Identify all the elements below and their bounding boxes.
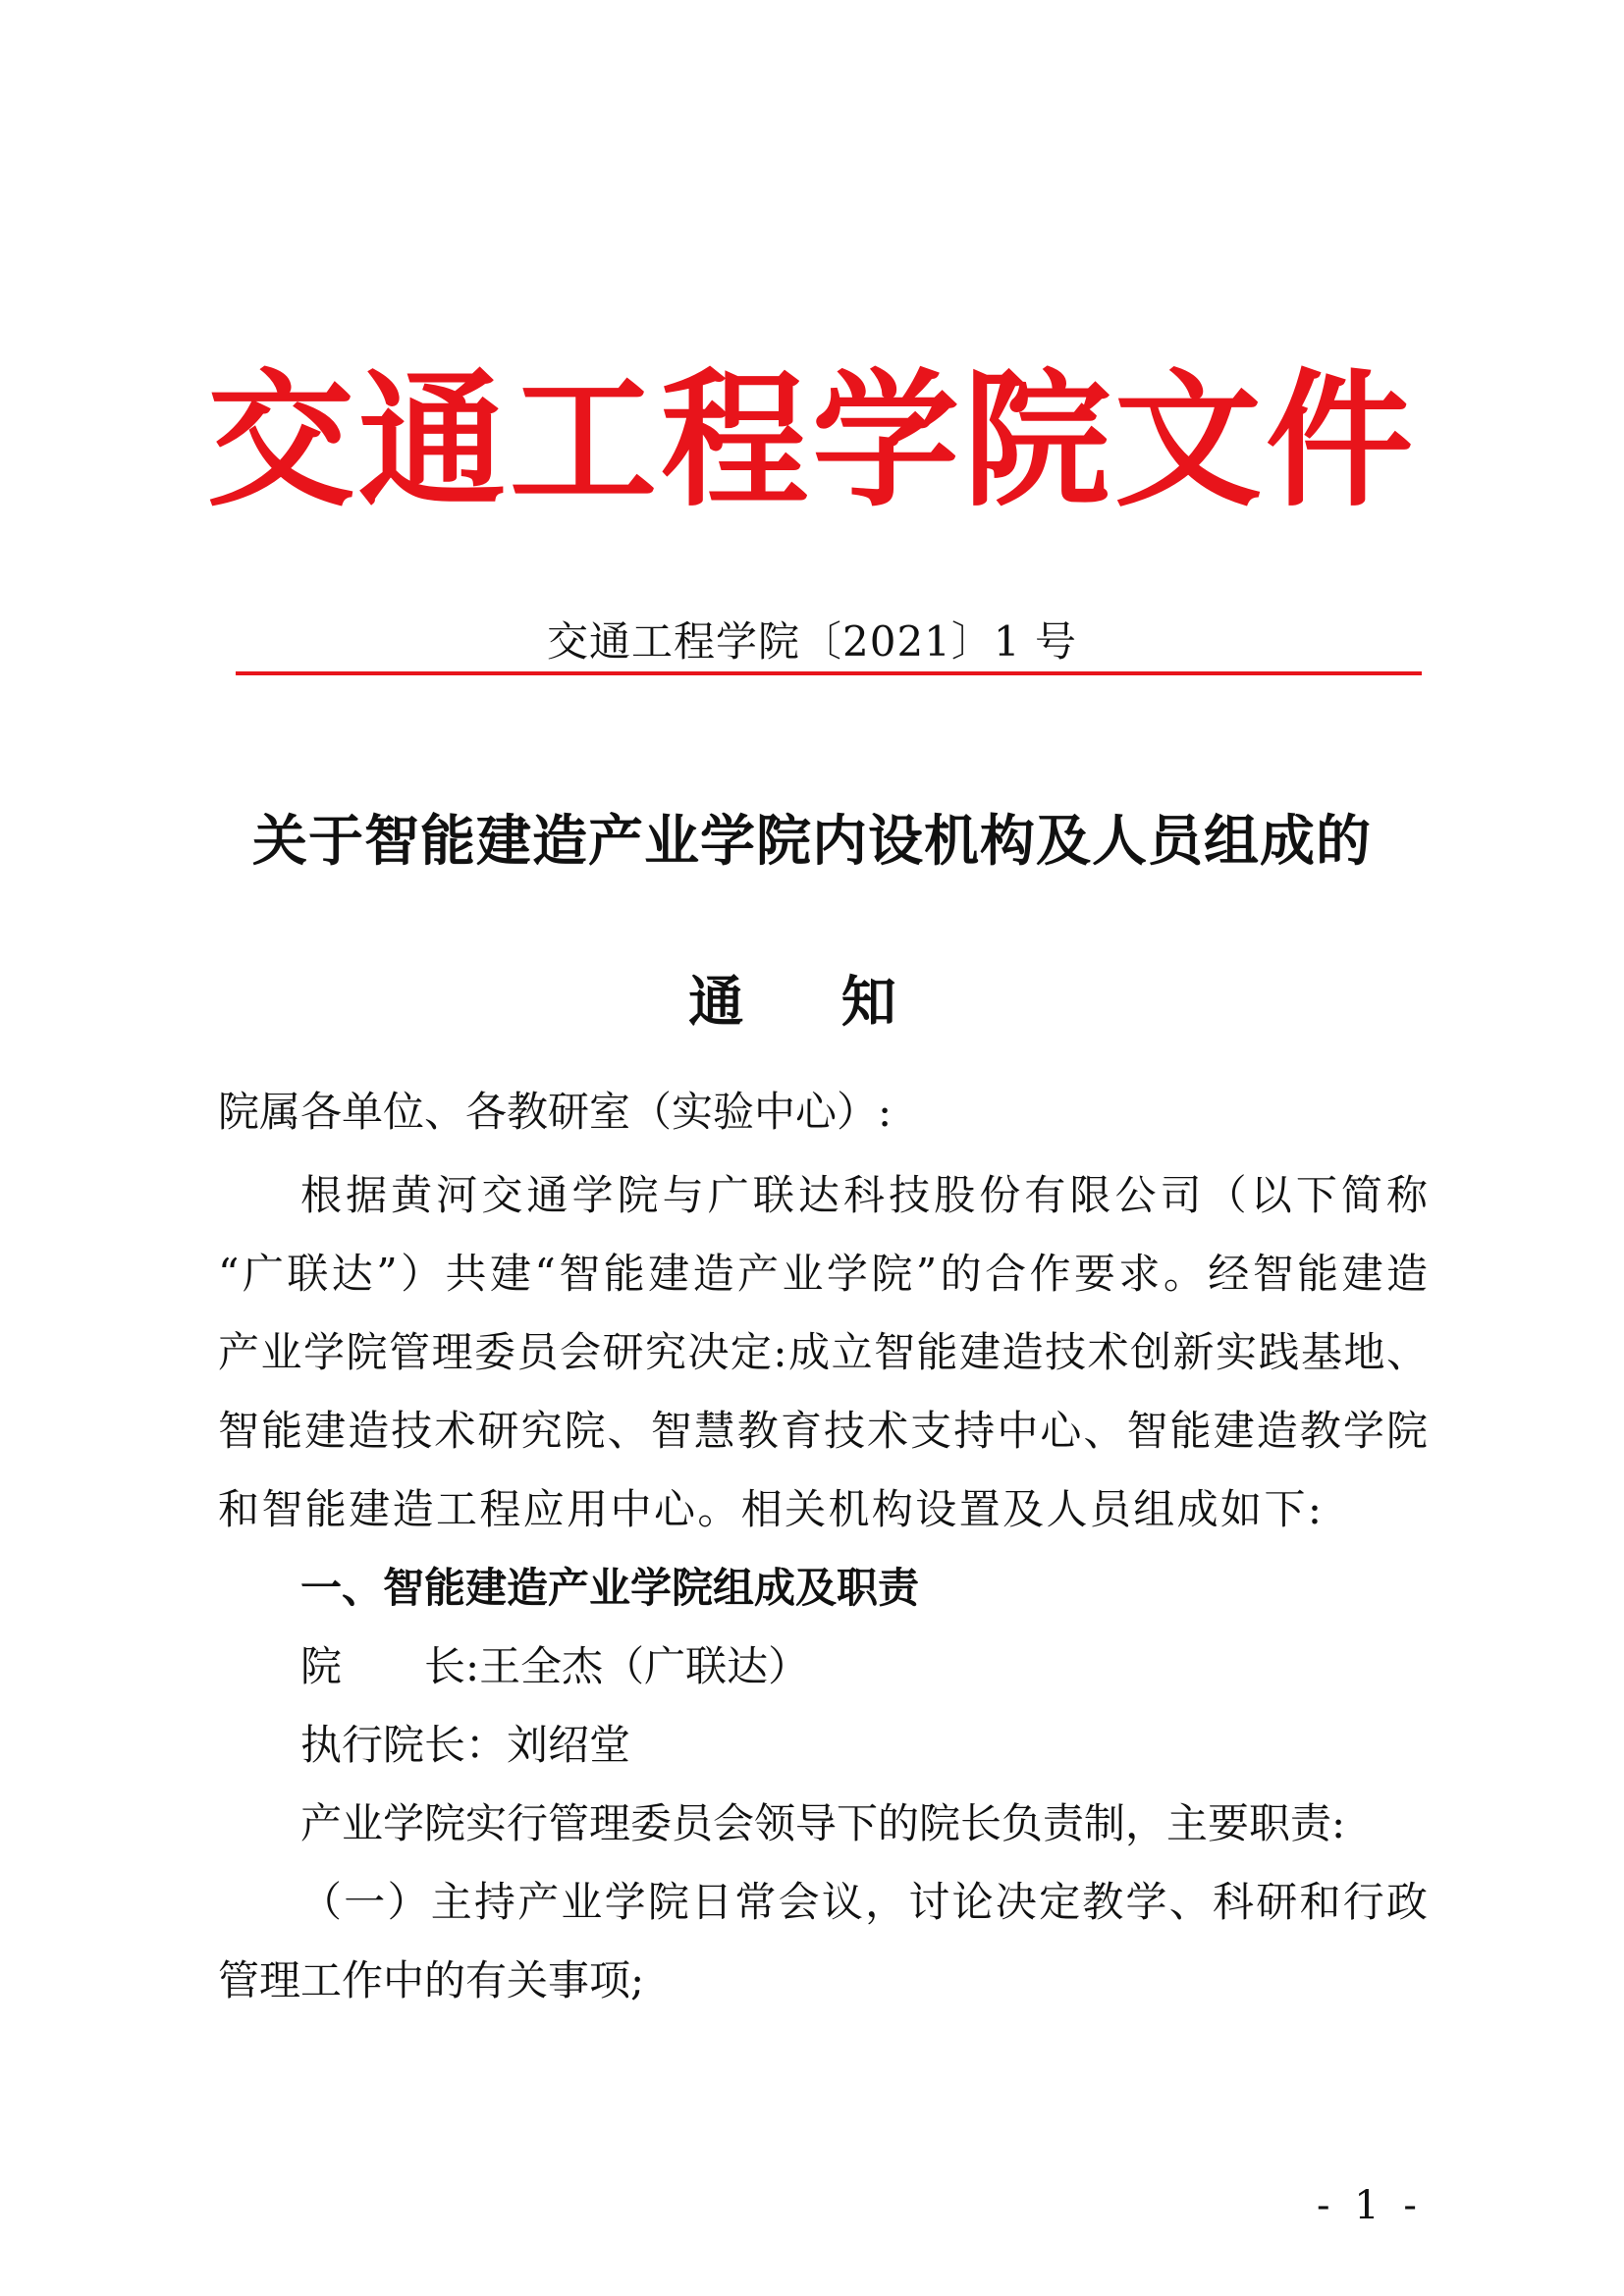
dean-label: 院 长: [300,1642,480,1690]
paragraph-line-2: “广联达”）共建“智能建造产业学院”的合作要求。经智能建造 [218,1250,1428,1298]
document-number: 交通工程学院〔2021〕1 号 [547,617,1077,666]
dean-value: 王全杰（广联达） [479,1642,810,1690]
exec-dean-line: 执行院长：刘绍堂 [300,1721,631,1769]
notice-title-line-2: 通 知 [688,971,936,1035]
paragraph-line-5: 和智能建造工程应用中心。相关机构设置及人员组成如下: [218,1485,1322,1533]
document-header-title: 交通工程学院文件 [206,356,1417,527]
dean-line [300,1639,809,1694]
section-heading: 一、智能建造产业学院组成及职责 [300,1564,920,1612]
duty-1-line-1: （一）主持产业学院日常会议，讨论决定教学、科研和行政 [300,1878,1428,1926]
page-number: - 1 - [1317,2183,1423,2228]
responsibility-intro: 产业学院实行管理委员会领导下的院长负责制，主要职责: [300,1799,1346,1847]
salutation: 院属各单位、各教研室（实验中心）: [218,1088,893,1136]
red-divider-line [236,671,1422,675]
paragraph-line-3: 产业学院管理委员会研究决定:成立智能建造技术创新实践基地、 [218,1328,1428,1376]
paragraph-line-1: 根据黄河交通学院与广联达科技股份有限公司（以下简称 [300,1171,1428,1219]
paragraph-line-4: 智能建造技术研究院、智慧教育技术支持中心、智能建造教学院 [218,1407,1428,1455]
notice-title-line-1: 关于智能建造产业学院内设机构及人员组成的 [252,810,1372,874]
duty-1-line-2: 管理工作中的有关事项; [218,1956,645,2004]
